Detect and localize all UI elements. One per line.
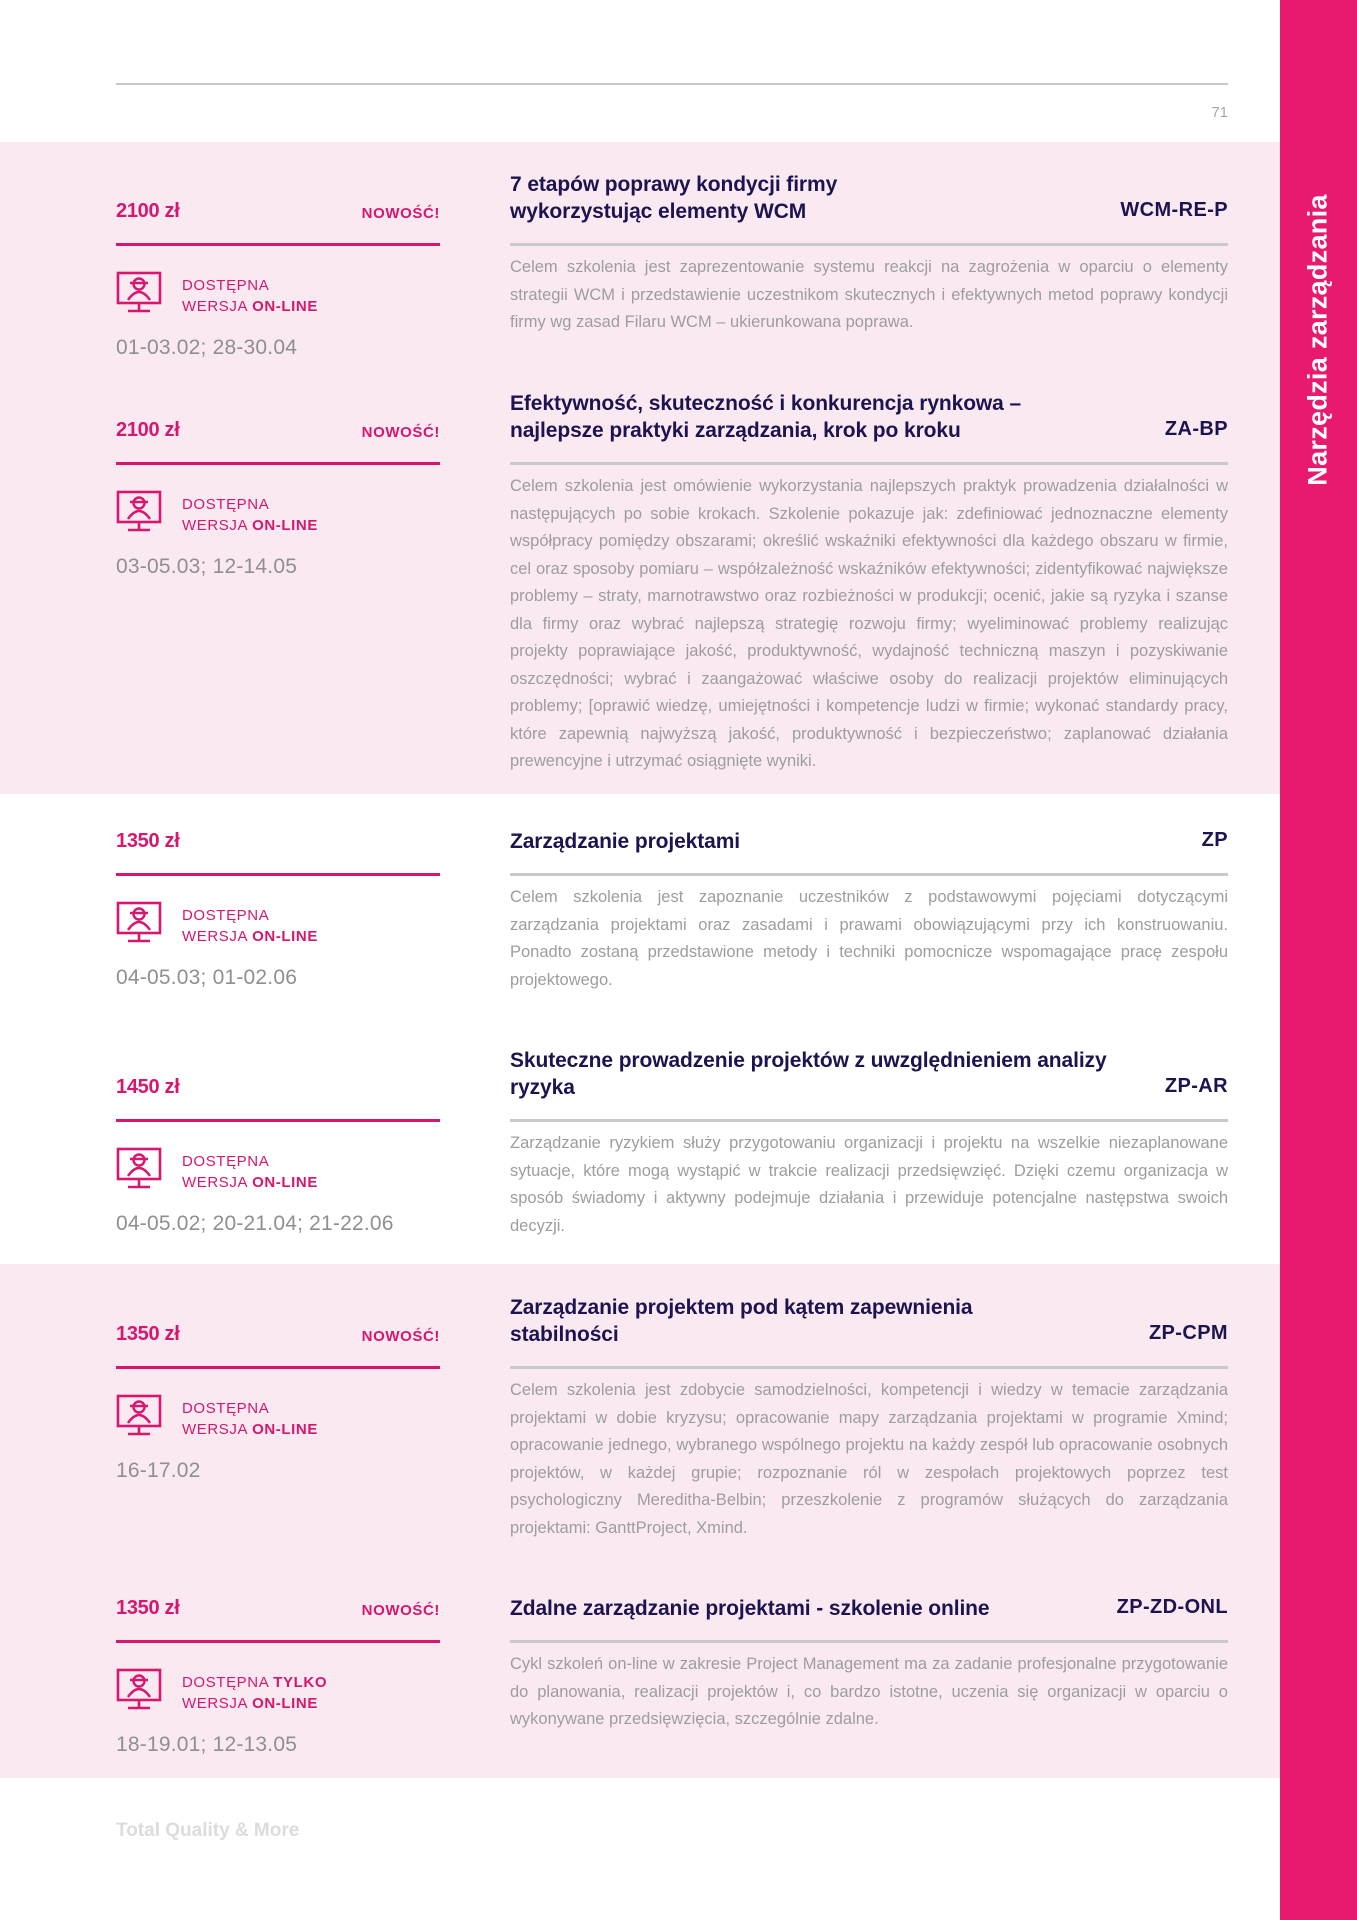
online-availability <box>182 1151 318 1193</box>
course-price: 1450 zł <box>116 1076 180 1098</box>
course-price: 2100 zł <box>116 200 180 222</box>
title-rule <box>510 1119 1228 1122</box>
course-description: Celem szkolenia jest zaprezentowanie systemu reakcji na zagrożenia w oparciu o elementy strategii WCM i przedstawienie uczestnikom skutecznych i efektywnych metod poprawy kondycji firmy wg zasad Filaru WCM – ukierunkowana poprawa. <box>510 258 1228 331</box>
course-dates: 03-05.03; 12-14.05 <box>116 555 298 578</box>
course-title: Zdalne zarządzanie projektami - szkolenie online <box>510 1597 990 1620</box>
online-availability <box>182 1672 327 1714</box>
course-description: Zarządzanie ryzykiem służy przygotowaniu organizacji i projektu na wszelkie niezaplanowane sytuacje, które mogą wystąpić w trakcie realizacji przedsięwzięć. Dzięki czemu organizacja w sposób świadomy i aktywny podejmuje działania i przewiduje potencjalne następstwa swoich decyzji. <box>510 1134 1228 1235</box>
course-title: Zarządzanie projektami <box>510 830 741 853</box>
course-price: 1350 zł <box>116 1597 180 1619</box>
course-dates: 04-05.03; 01-02.06 <box>116 966 298 989</box>
page-number: 71 <box>1211 104 1228 121</box>
course-title: Skuteczne prowadzenie projektów z uwzględnieniem analizy ryzyka <box>510 1049 1107 1099</box>
price-rule <box>116 243 440 246</box>
online-label-line2: WERSJA ON-LINE <box>182 298 318 315</box>
online-label-line1: DOSTĘPNA <box>182 277 270 294</box>
new-badge: NOWOŚĆ! <box>361 1602 440 1619</box>
course-code: ZP-ZD-ONL <box>1116 1596 1228 1618</box>
course-code: ZP <box>1201 829 1228 851</box>
online-training-icon <box>116 1667 162 1713</box>
course-description: Celem szkolenia jest omówienie wykorzystania najlepszych praktyk prowadzenia działalności w następujących po sobie krokach. Szkolenie pokazuje jak: zdefiniować jednoznaczne elementy współpracy pomiędzy obszarami; określić wskaźniki efektywności dla każdego obszaru w firmie, cel oraz sposoby pomiaru – współzależność wskaźników efektywności; zidentyfikować największe problemy – straty, marnotrawstwo oraz rozbieżności w produkcji; ocenić, jakie są ryzyka i szanse dla firmy oraz wybrać najlepszą strategię rozwoju firmy; wyeliminować problemy realizując projekty poprawiające jakość, produktywność, wydajność techniczną maszyn i pozyskiwanie oszczędności; wybrać i zaangażować właściwe osoby do realizacji projektów eliminujących problemy; [oprawić wiedzę, umiejętności i kompetencje ludzi w firmie; wykonać standardy pracy, które zapewnią najwyższą jakość, produktywność i bezpieczeństwo; zaplanować działania prewencyjne i utrzymać osiągnięte wyniki. <box>510 477 1228 770</box>
course-dates: 04-05.02; 20-21.04; 21-22.06 <box>116 1212 394 1235</box>
price-rule <box>116 1640 440 1643</box>
online-training-icon <box>116 270 162 316</box>
course-code: ZP-AR <box>1164 1075 1228 1097</box>
online-training-icon <box>116 900 162 946</box>
course-title: Efektywność, skuteczność i konkurencja rynkowa – najlepsze praktyki zarządzania, krok po kroku <box>510 392 1022 442</box>
title-rule <box>510 243 1228 246</box>
online-label-line1: DOSTĘPNA <box>182 1153 270 1170</box>
online-label-line2: WERSJA ON-LINE <box>182 928 318 945</box>
online-training-icon <box>116 489 162 535</box>
course-description: Celem szkolenia jest zapoznanie uczestników z podstawowymi pojęciami dotyczącymi zarządzania projektami oraz zasadami i prawami obowiązującymi przy ich konstruowaniu. Ponadto zostaną przedstawione metody i techniki pomocnicze wspomagające pracę zespołu projektowego. <box>510 888 1228 989</box>
course-dates: 01-03.02; 28-30.04 <box>116 336 298 359</box>
course-dates: 16-17.02 <box>116 1459 201 1482</box>
title-rule <box>510 1640 1228 1643</box>
top-rule <box>116 83 1228 85</box>
price-rule <box>116 1366 440 1369</box>
online-label-line2: WERSJA ON-LINE <box>182 517 318 534</box>
price-rule <box>116 873 440 876</box>
course-code: ZP-CPM <box>1148 1322 1228 1344</box>
online-availability <box>182 905 318 947</box>
course-title: 7 etapów poprawy kondycji firmy wykorzystując elementy WCM <box>510 173 838 223</box>
online-training-icon <box>116 1393 162 1439</box>
online-label-line1: DOSTĘPNA TYLKO <box>182 1674 328 1691</box>
price-rule <box>116 462 440 465</box>
new-badge: NOWOŚĆ! <box>361 424 440 441</box>
course-price: 2100 zł <box>116 419 180 441</box>
title-rule <box>510 1366 1228 1369</box>
online-label-line2: WERSJA ON-LINE <box>182 1695 318 1712</box>
online-label-line2: WERSJA ON-LINE <box>182 1421 318 1438</box>
online-label-line1: DOSTĘPNA <box>182 496 270 513</box>
footer-brand: Total Quality & More <box>116 1820 300 1841</box>
section-title: Narzędzia zarządzania <box>1302 194 1333 486</box>
course-price: 1350 zł <box>116 1323 180 1345</box>
online-availability <box>182 494 318 536</box>
course-title: Zarządzanie projektem pod kątem zapewnienia stabilności <box>510 1296 973 1346</box>
course-description: Celem szkolenia jest zdobycie samodzielności, kompetencji i wiedzy w temacie zarządzania projektami w dobie kryzysu; opracowanie mapy zarządzania projektami w programie Xmind; opracowanie jednego, wybranego wspólnego projektu na każdy zespół lub opracowanie osobnych projektów, w każdej grupie; rozpoznanie ról w zespołach projektowych poprzez test psychologiczny Mereditha-Belbin; przeszkolenie z programów służących do zarządzania projektami: GanttProject, Xmind. <box>510 1381 1228 1537</box>
online-label-line2: WERSJA ON-LINE <box>182 1174 318 1191</box>
online-training-icon <box>116 1146 162 1192</box>
title-rule <box>510 462 1228 465</box>
online-label-line1: DOSTĘPNA <box>182 907 270 924</box>
course-dates: 18-19.01; 12-13.05 <box>116 1733 298 1756</box>
price-rule <box>116 1119 440 1122</box>
course-price: 1350 zł <box>116 830 180 852</box>
course-code: ZA-BP <box>1164 418 1228 440</box>
online-availability <box>182 1398 318 1440</box>
new-badge: NOWOŚĆ! <box>361 1328 440 1345</box>
online-availability <box>182 275 318 317</box>
course-code: WCM-RE-P <box>1120 199 1228 221</box>
course-description: Cykl szkoleń on-line w zakresie Project Management ma za zadanie profesjonalne przygotowanie do planowania, realizacji projektów i, co bardzo istotne, uczenia się organizacji w oparciu o wykonywane przedsięwzięcia, szczególnie zdalne. <box>510 1655 1228 1728</box>
new-badge: NOWOŚĆ! <box>361 205 440 222</box>
online-label-line1: DOSTĘPNA <box>182 1400 270 1417</box>
title-rule <box>510 873 1228 876</box>
